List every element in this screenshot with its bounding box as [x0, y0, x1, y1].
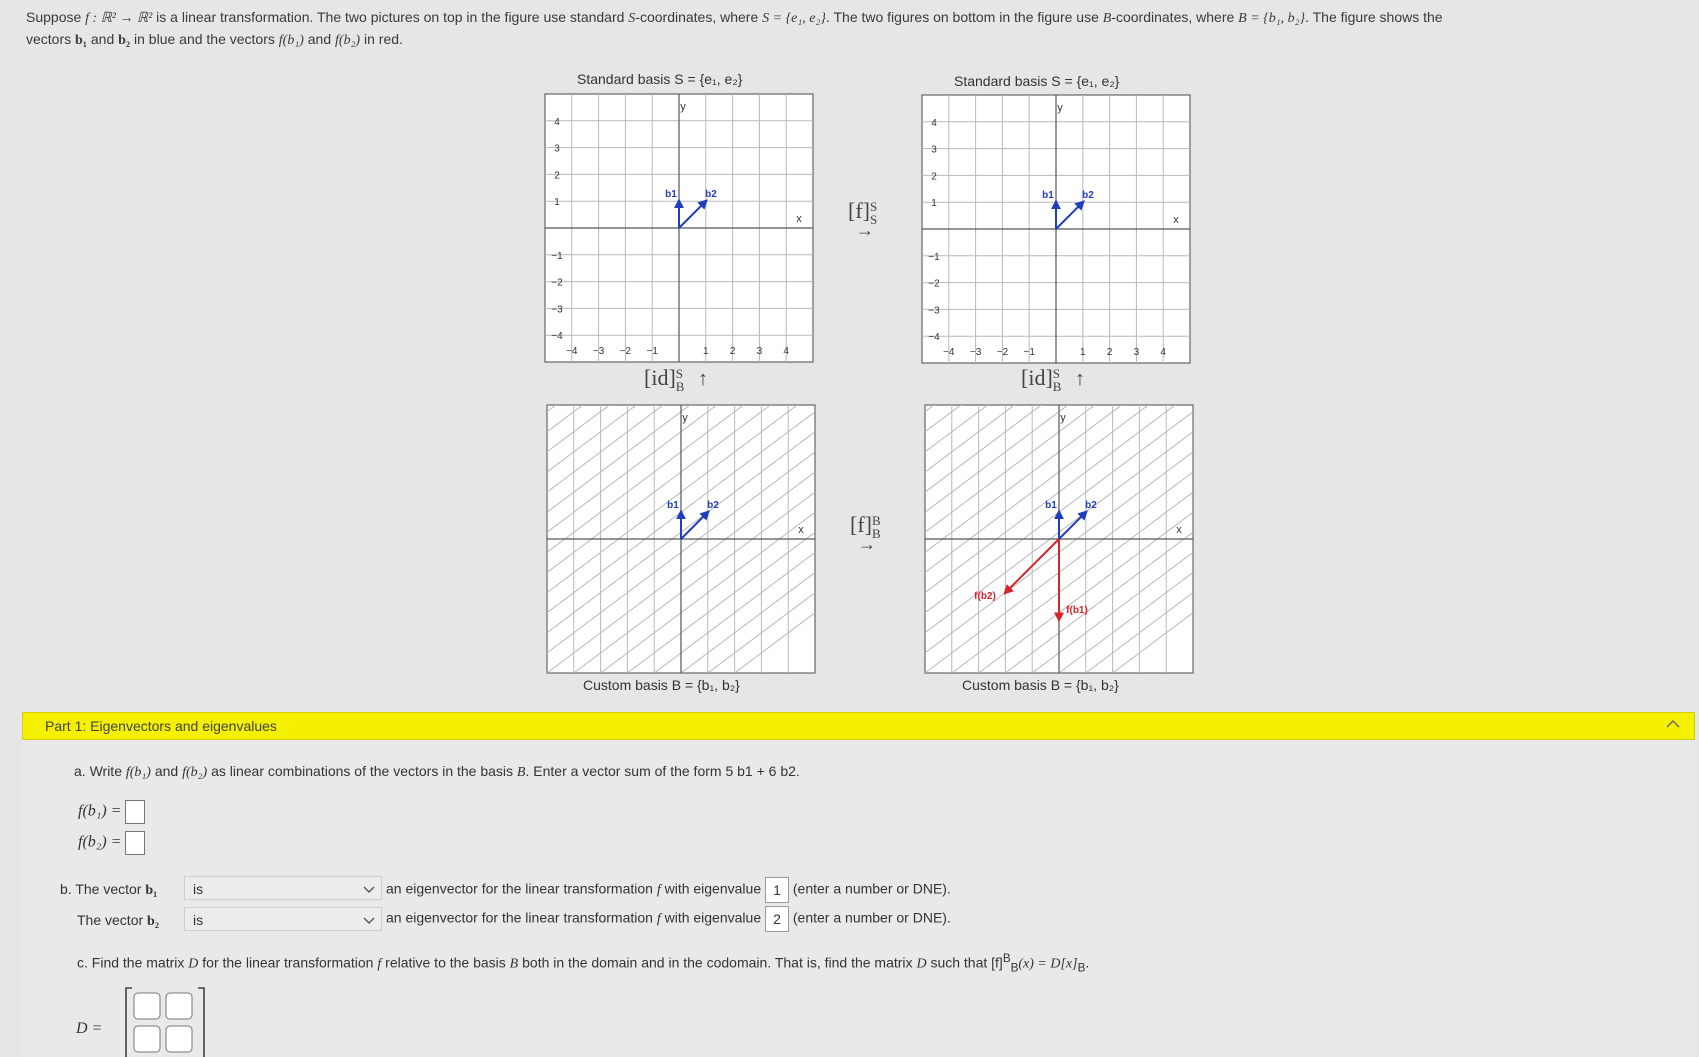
y-tick-label: −1	[551, 250, 563, 262]
y-tick-label: 1	[931, 198, 937, 210]
chevron-down-icon	[363, 914, 375, 926]
x-tick-label: −4	[566, 346, 578, 357]
x-tick-label: 4	[1160, 347, 1166, 358]
question-c: c. Find the matrix D for the linear transformation f relative to the basis B both in the domain and in the codomain. That is, find the matrix D such that $[f]^B_B(x) = D[x]_B$.	[77, 952, 1090, 975]
y-axis-label: y	[1060, 412, 1066, 424]
intro-line-2: vectors b₁ and b₂ in blue and the vectors f(b₁) and f(b₂) in red.	[26, 31, 403, 48]
x-tick-label: −4	[943, 347, 955, 358]
x-axis-label: x	[1173, 214, 1179, 226]
fb1-answer-input[interactable]	[125, 800, 145, 824]
up-arrow-icon: ↑	[697, 368, 708, 390]
y-tick-label: −2	[928, 278, 940, 290]
y-tick-label: −1	[928, 251, 940, 263]
label-b1: b1	[1045, 500, 1057, 511]
label-b1: b1	[667, 500, 679, 511]
x-tick-label: −3	[592, 346, 605, 357]
chevron-down-icon	[363, 883, 375, 895]
x-tick-label: −1	[1023, 347, 1035, 358]
label-fb1: f(b1)	[1066, 605, 1088, 616]
y-axis-label: y	[680, 101, 686, 113]
right-arrow-icon: →	[858, 533, 876, 554]
right-arrow-icon: →	[856, 219, 874, 240]
question-a: a. Write f(b₁) and f(b₂) as linear combinations of the vectors in the basis B. Enter a vector sum of the form 5 b1 + 6 b2.	[74, 763, 800, 780]
question-b-row2-label: The vector b₂	[77, 912, 160, 929]
up-arrow-icon: ↑	[1074, 368, 1085, 390]
part1-header[interactable]	[22, 712, 1695, 740]
label-b2: b2	[705, 189, 717, 200]
b1-eigenvalue-input[interactable]: 1	[765, 877, 789, 903]
y-tick-label: 2	[931, 171, 937, 183]
answer-row-fb2: f(b₂) =	[78, 831, 145, 855]
label-b2: b2	[1085, 500, 1097, 511]
x-tick-label: 3	[756, 346, 763, 357]
x-tick-label: −1	[646, 346, 658, 357]
plot-custom-right	[924, 404, 1194, 674]
fb2-answer-input[interactable]	[125, 831, 145, 855]
b2-eigenvector-select[interactable]: is	[184, 907, 382, 931]
y-axis-label: y	[1057, 102, 1063, 114]
x-tick-label: 3	[1133, 347, 1140, 358]
label-b2: b2	[707, 500, 719, 511]
x-axis-label: x	[1176, 524, 1182, 536]
y-tick-label: 1	[554, 197, 560, 209]
intro-line-1: Suppose f : ℝ² → ℝ² is a linear transformation. The two pictures on top in the figure use standard S-coordinates, where S = {e₁, e₂}. The two figures on bottom in the figure use B-coordinates, where B = {b₁, b₂}. The figure shows the	[26, 9, 1443, 26]
y-tick-label: 3	[931, 144, 937, 156]
b2-eigenvalue-input[interactable]: 2	[765, 906, 789, 932]
id-label-left: [id] S B ↑	[644, 365, 708, 394]
y-tick-label: 4	[554, 116, 560, 128]
plot-standard-left	[544, 93, 814, 363]
y-axis-label: y	[682, 412, 688, 424]
matrix-cell-12[interactable]	[166, 993, 192, 1019]
matrix-cell-21[interactable]	[134, 1026, 160, 1052]
question-b-row2-rest: an eigenvector for the linear transformation f with eigenvalue 2 (enter a number or DNE).	[386, 906, 951, 932]
y-tick-label: −4	[551, 331, 563, 343]
chevron-up-icon[interactable]	[1666, 717, 1680, 731]
matrix-cell-22[interactable]	[166, 1026, 192, 1052]
label-b2: b2	[1082, 190, 1094, 201]
answer-row-fb1: f(b₁) =	[78, 800, 145, 824]
plot-standard-right	[921, 94, 1191, 364]
matrix-D-label: D =	[76, 1020, 103, 1037]
y-tick-label: 3	[554, 143, 560, 155]
matrix-D	[124, 986, 206, 1057]
y-tick-label: −3	[928, 305, 940, 317]
y-tick-label: −2	[551, 277, 563, 289]
y-tick-label: 4	[931, 117, 937, 129]
label-b1: b1	[665, 189, 677, 200]
x-tick-label: −2	[996, 347, 1009, 358]
label-b1: b1	[1042, 190, 1054, 201]
caption-bottom-right: Custom basis B = {b₁, b₂}	[962, 677, 1119, 693]
label-fb2: f(b2)	[974, 591, 996, 602]
x-tick-label: 1	[703, 346, 709, 357]
matrix-cell-11[interactable]	[134, 993, 160, 1019]
caption-top-right: Standard basis S = {e₁, e₂}	[954, 73, 1120, 89]
caption-bottom-left: Custom basis B = {b₁, b₂}	[583, 677, 740, 693]
y-tick-label: 2	[554, 170, 560, 182]
y-tick-label: −3	[551, 304, 563, 316]
x-tick-label: −2	[619, 346, 632, 357]
b1-eigenvector-select[interactable]: is	[184, 876, 382, 900]
question-b-row1-label: b. The vector b₁	[60, 881, 158, 898]
problem-statement	[26, 7, 1656, 51]
x-tick-label: 4	[783, 346, 789, 357]
x-tick-label: −3	[969, 347, 982, 358]
question-b-row1-rest: an eigenvector for the linear transformation f with eigenvalue 1 (enter a number or DNE).	[386, 877, 951, 903]
part1-title: Part 1: Eigenvectors and eigenvalues	[45, 718, 277, 734]
transform-label-fBB: [f] B B →	[850, 512, 881, 554]
transform-label-fSS: [f] S S →	[848, 198, 878, 240]
x-axis-label: x	[796, 213, 802, 225]
x-tick-label: 1	[1080, 347, 1086, 358]
y-tick-label: −4	[928, 332, 940, 344]
x-tick-label: 2	[1106, 347, 1113, 358]
plot-custom-left	[546, 404, 816, 674]
x-tick-label: 2	[729, 346, 736, 357]
x-axis-label: x	[798, 524, 804, 536]
id-label-right: [id] S B ↑	[1021, 365, 1085, 394]
caption-top-left: Standard basis S = {e₁, e₂}	[577, 71, 743, 87]
